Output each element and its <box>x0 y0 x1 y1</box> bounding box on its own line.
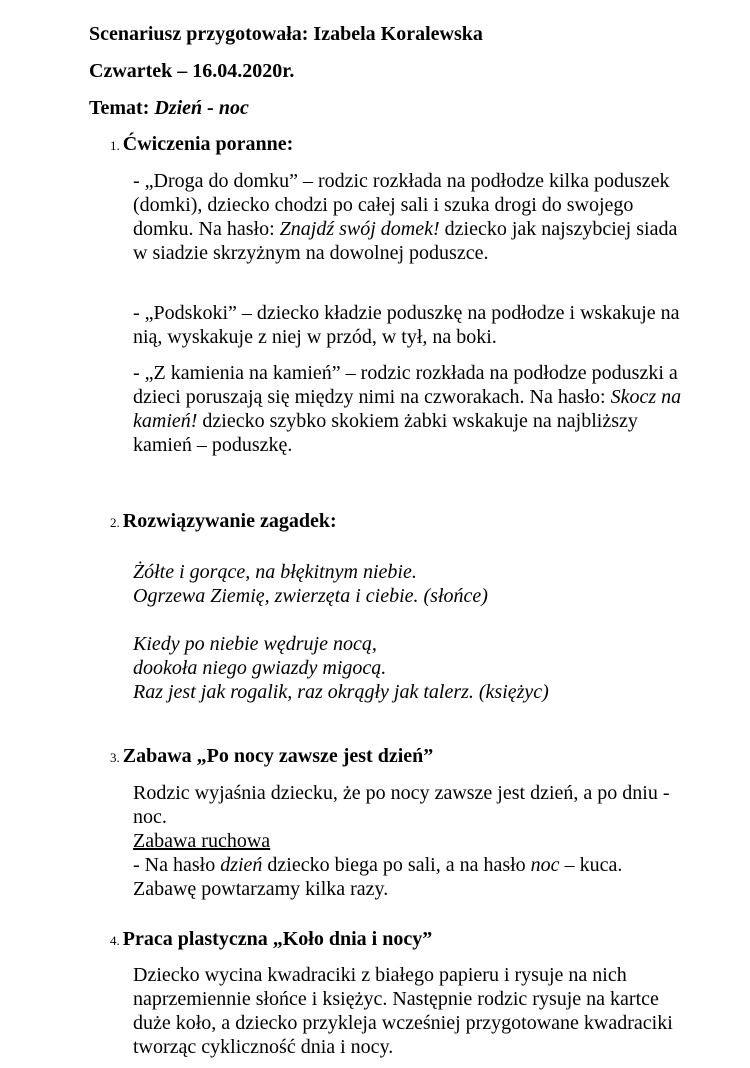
game-intro: Rodzic wyjaśnia dziecku, że po nocy zawsze jest dzień, a po dniu - noc. <box>133 782 670 828</box>
topic-label: Temat: <box>89 97 155 119</box>
section-3-heading <box>110 744 433 770</box>
author-line: Scenariusz przygotowała: Izabela Koralewska <box>89 23 483 45</box>
topic-line <box>89 96 249 120</box>
riddle-2-line-1: Kiedy po niebie wędruje nocą, <box>133 633 377 655</box>
topic-value: Dzień - noc <box>154 97 249 119</box>
exercise-3-command: Skocz na kamień! <box>133 386 682 432</box>
section-1-number: 1. <box>110 138 120 153</box>
exercise-3-text-c: dziecko szybko skokiem żabki wskakuje na najbliższy kamień – poduszkę. <box>133 410 638 456</box>
exercise-1-text-a: - „Droga do domku” – rodzic rozkłada na podłodze kilka poduszek (domki), dziecko chodzi po całej sali i szuka drogi do swojego domku. Na hasło: <box>133 170 670 240</box>
game-subheading: Zabawa ruchowa <box>133 830 271 852</box>
game-rule-c: dziecko biega po sali, a na hasło <box>262 854 531 876</box>
riddle-2-line-3: Raz jest jak rogalik, raz okrągły jak talerz. (księżyc) <box>133 681 549 703</box>
exercise-3-text-a: - „Z kamienia na kamień” – rodzic rozkłada na podłodze poduszki a dzieci poruszają się między nimi na czworakach. Na hasło: <box>133 362 678 408</box>
game-repeat: Zabawę powtarzamy kilka razy. <box>133 878 389 900</box>
exercise-1-text-c: dziecko jak najszybciej siada w siadzie skrzyżnym na dowolnej poduszce. <box>133 218 678 264</box>
riddle-1-line-1: Żółte i gorące, na błękitnym niebie. <box>133 561 417 583</box>
section-1-heading <box>110 132 293 158</box>
riddle-1-line-2: Ogrzewa Ziemię, zwierzęta i ciebie. (słońce) <box>133 585 488 607</box>
exercise-podskoki <box>133 301 693 349</box>
art-task-description: Dziecko wycina kwadraciki z białego papieru i rysuje na nich naprzemiennie słońce i księżyc. Następnie rodzic rysuje na kartce duże koło, a dziecko przykleja wcześniej przygotowane kwadraciki tworząc cykliczność dnia i nocy. <box>133 964 673 1058</box>
section-3-number: 3. <box>110 750 120 765</box>
exercise-z-kamienia <box>133 361 693 457</box>
section-4-heading <box>110 927 432 953</box>
section-2-number: 2. <box>110 515 120 530</box>
exercise-2-text: - „Podskoki” – dziecko kładzie poduszkę na podłodze i wskakuje na nią, wyskakuje z niej w przód, w tył, na boki. <box>133 302 680 348</box>
date-line: Czwartek – 16.04.2020r. <box>89 60 295 82</box>
game-rule-day: dzień <box>220 854 263 876</box>
game-rule-e: – kuca. <box>559 854 623 876</box>
riddle-2-line-2: dookoła niego gwiazdy migocą. <box>133 657 387 679</box>
section-2-title: Rozwiązywanie zagadek: <box>122 510 337 532</box>
section-3-title: Zabawa „Po nocy zawsze jest dzień” <box>122 745 434 767</box>
section-2-heading <box>110 509 337 535</box>
exercise-droga-do-domku <box>133 169 693 265</box>
exercise-1-command: Znajdź swój domek! <box>279 218 440 240</box>
riddle-sun <box>133 560 693 608</box>
game-rule-a: - Na hasło <box>133 854 221 876</box>
game-description <box>133 781 693 901</box>
section-1-title: Ćwiczenia poranne: <box>122 133 294 155</box>
section-4-number: 4. <box>110 933 120 948</box>
game-rule-night: noc <box>530 854 560 876</box>
section-4-title: Praca plastyczna „Koło dnia i nocy” <box>122 928 433 950</box>
riddle-moon <box>133 632 693 704</box>
